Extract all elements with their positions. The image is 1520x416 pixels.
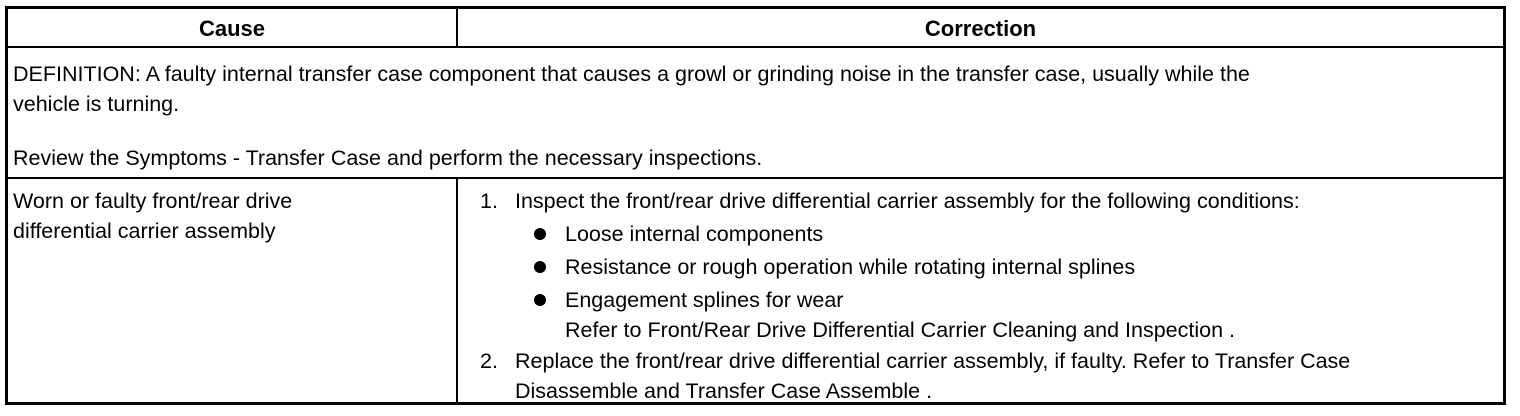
- bullet-item-resistance: Resistance or rough operation while rotating internal splines: [565, 255, 1136, 279]
- step-1-number: 1.: [480, 189, 498, 213]
- definition-text-line1: DEFINITION: A faulty internal transfer case component that causes a growl or grinding noise in the transfer case, usually while the: [13, 62, 1250, 86]
- row-column-divider: [456, 177, 458, 402]
- bullet-item-engagement-splines: Engagement splines for wear: [565, 288, 844, 312]
- diagnostic-table: [5, 6, 1506, 405]
- definition-text-line2: vehicle is turning.: [13, 92, 180, 116]
- step-2-text-line1: Replace the front/rear drive differential carrier assembly, if faulty. Refer to Transfer Case: [515, 349, 1351, 373]
- cleaning-inspection-reference: Refer to Front/Rear Drive Differential Carrier Cleaning and Inspection .: [565, 318, 1235, 342]
- header-cause: Cause: [198, 15, 266, 41]
- step-2-number: 2.: [480, 349, 498, 373]
- bullet-icon: [534, 228, 546, 240]
- bullet-icon: [534, 261, 546, 273]
- review-symptoms-text: Review the Symptoms - Transfer Case and perform the necessary inspections.: [13, 146, 763, 170]
- header-correction: Correction: [924, 15, 1037, 41]
- step-2-text-line2: Disassemble and Transfer Case Assemble .: [515, 379, 933, 403]
- bullet-icon: [534, 294, 546, 306]
- cause-text-line2: differential carrier assembly: [13, 219, 276, 243]
- bullet-item-loose-components: Loose internal components: [565, 222, 824, 246]
- step-1-text: Inspect the front/rear drive differential carrier assembly for the following conditions:: [515, 189, 1300, 213]
- cause-text-line1: Worn or faulty front/rear drive: [13, 189, 293, 213]
- definition-divider: [8, 177, 1503, 179]
